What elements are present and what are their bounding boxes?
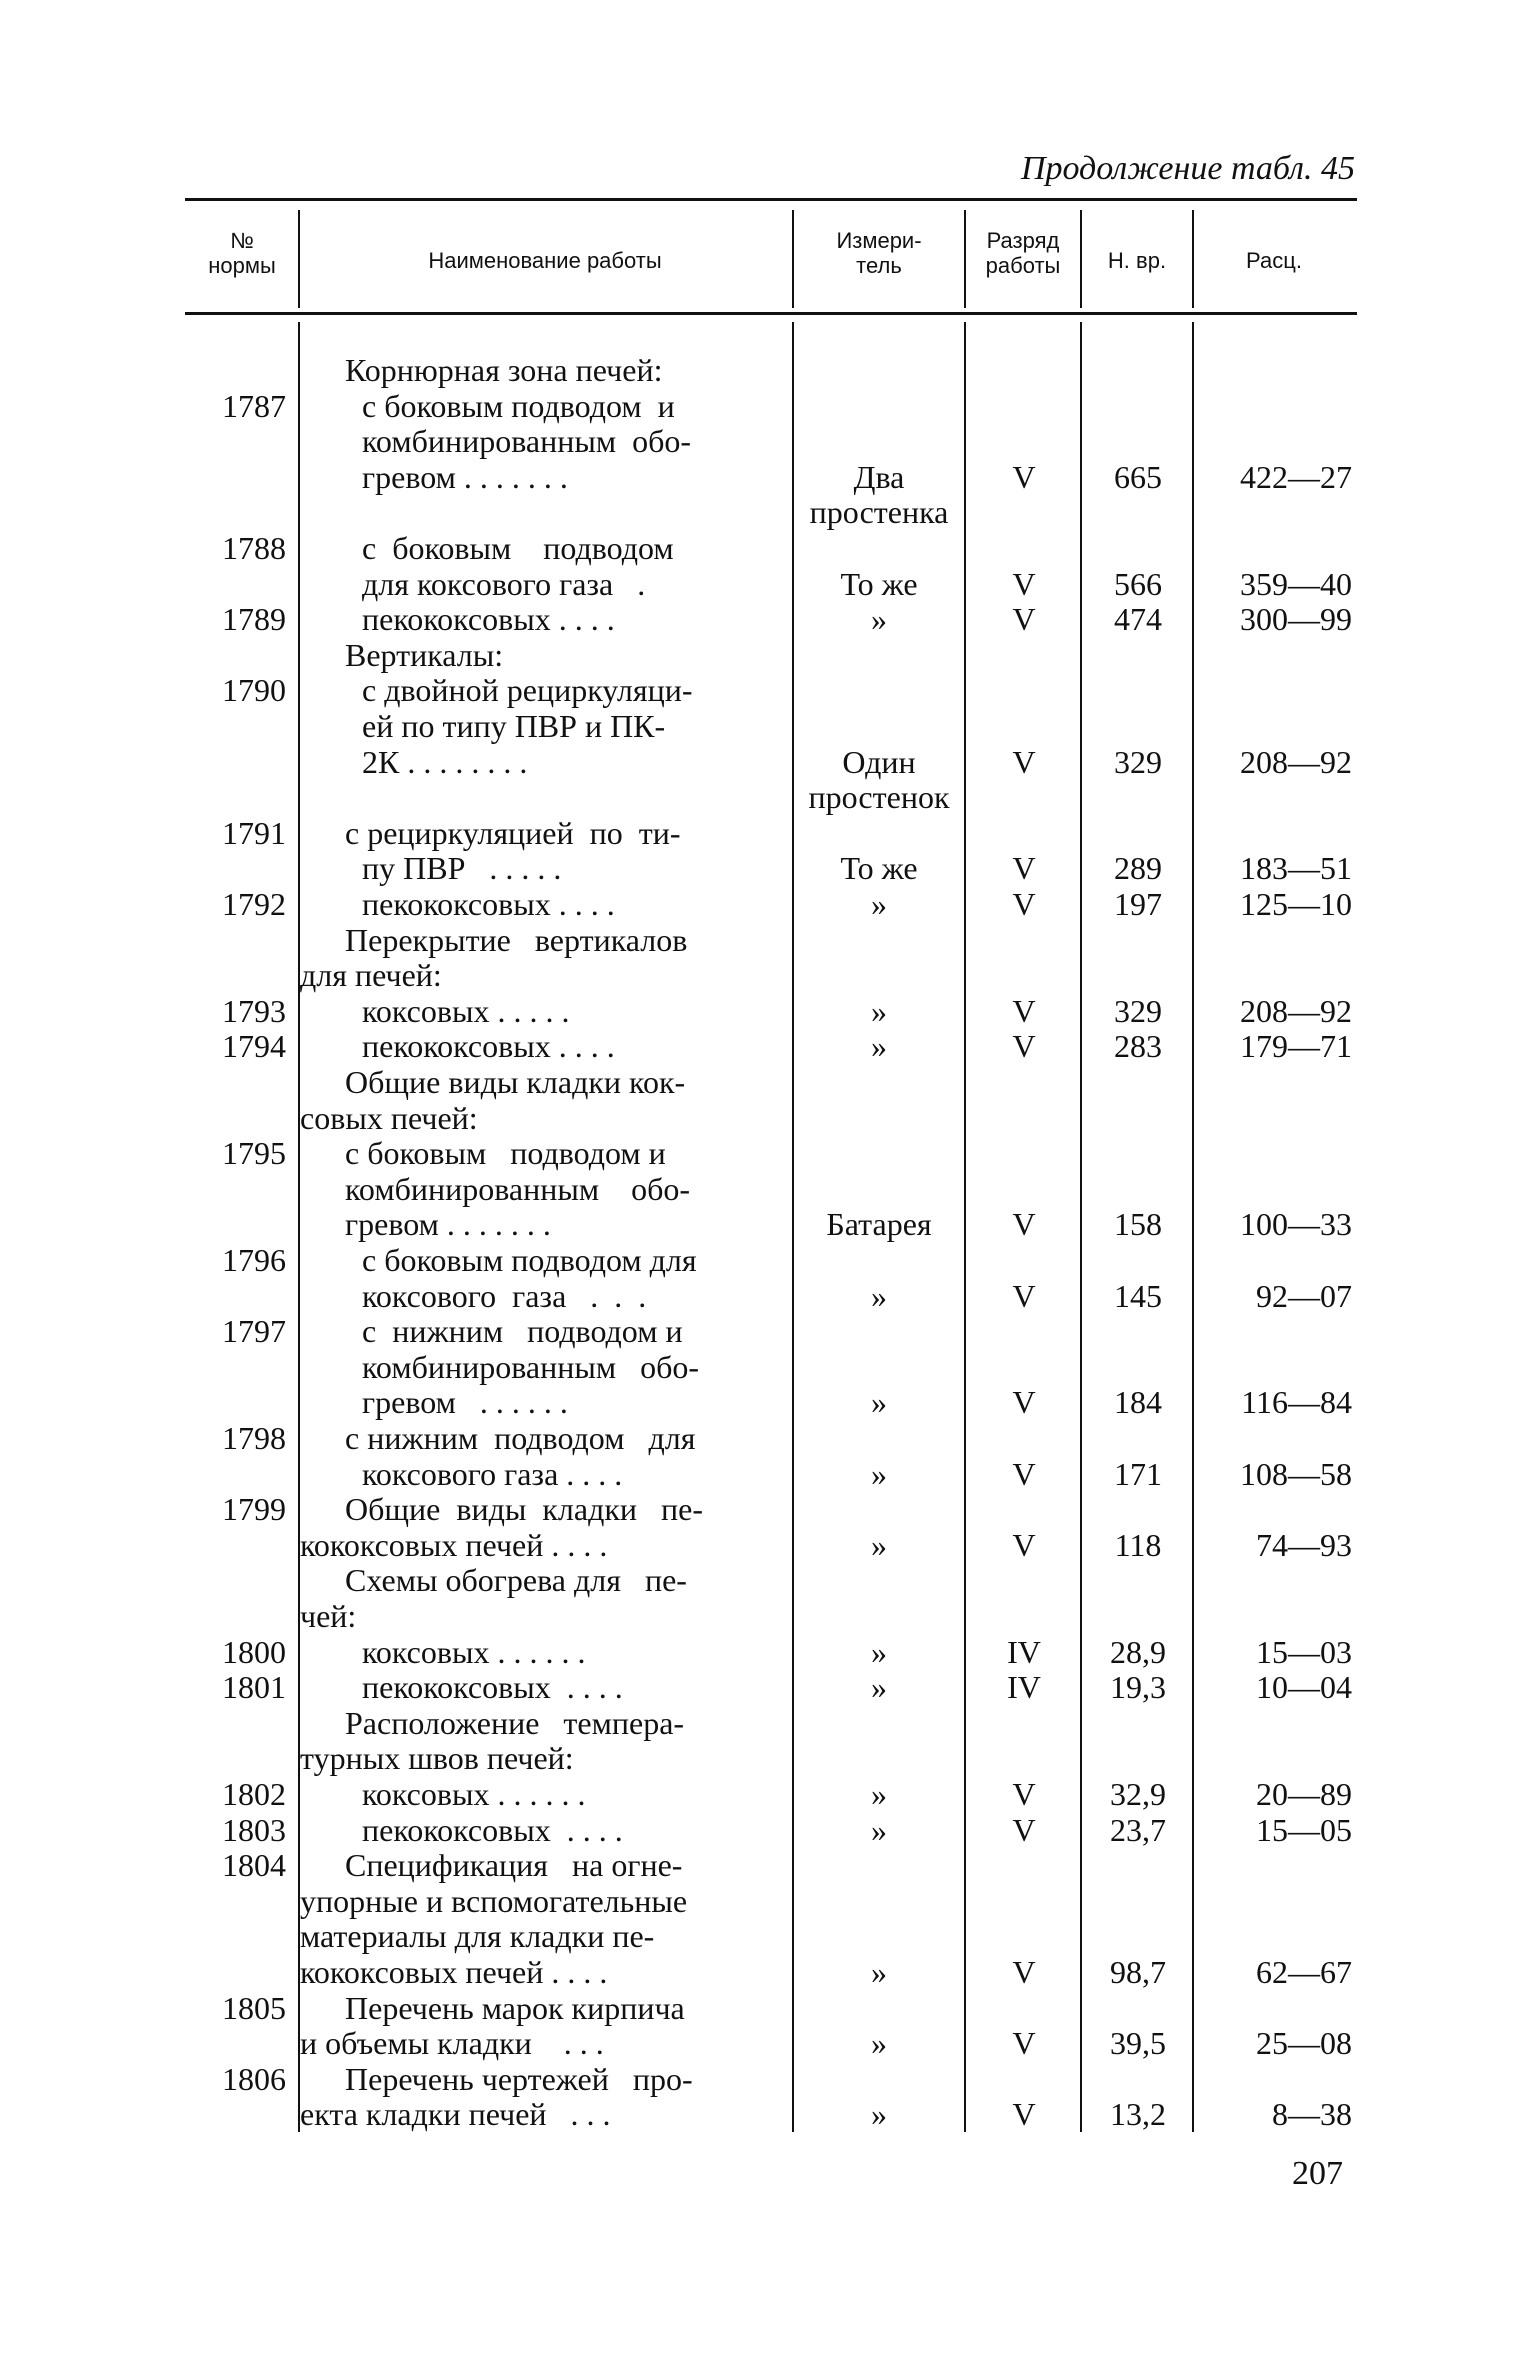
time-norm: 28,9 bbox=[1110, 1633, 1166, 1670]
work-grade: V bbox=[1012, 1526, 1036, 1563]
norm-number: 1788 bbox=[222, 530, 286, 566]
table-row bbox=[0, 2061, 1535, 2097]
rate-value: 183—51 bbox=[1240, 850, 1352, 887]
header-name: Наименование работы bbox=[428, 248, 662, 273]
table-row bbox=[0, 1028, 1535, 1064]
time-norm: 13,2 bbox=[1110, 2096, 1166, 2133]
work-name: пу ПВР . . . . . bbox=[362, 850, 562, 887]
table-row bbox=[0, 1705, 1535, 1741]
table-row bbox=[0, 566, 1535, 602]
work-name: комбинированным обо- bbox=[362, 423, 692, 460]
work-name: комбинированным обо- bbox=[345, 1170, 691, 1207]
unit-of-measure: » bbox=[871, 992, 887, 1029]
norm-number: 1787 bbox=[222, 387, 286, 424]
header-bottom-rule bbox=[185, 312, 1357, 315]
unit-of-measure: » bbox=[871, 1277, 887, 1314]
work-name: материалы для кладки пе- bbox=[300, 1918, 655, 1955]
work-name: коксовых . . . . . . bbox=[362, 1633, 586, 1670]
time-norm: 158 bbox=[1114, 1206, 1162, 1243]
norm-number: 1801 bbox=[222, 1669, 286, 1706]
rate-value: 74—93 bbox=[1256, 1526, 1352, 1563]
table-row bbox=[0, 922, 1535, 958]
rate-value: 422—27 bbox=[1240, 458, 1352, 495]
norm-number: 1802 bbox=[222, 1776, 286, 1812]
work-grade: V bbox=[1012, 1277, 1036, 1314]
table-row bbox=[0, 1420, 1535, 1456]
time-norm: 566 bbox=[1114, 565, 1162, 602]
unit-of-measure: » bbox=[871, 1669, 887, 1706]
work-name: пекококсовых . . . . bbox=[362, 1811, 623, 1848]
table-row bbox=[0, 459, 1535, 495]
table-row bbox=[0, 388, 1535, 424]
table-row bbox=[0, 1634, 1535, 1670]
header-unit bbox=[794, 228, 964, 278]
work-name: Схемы обогрева для пе- bbox=[345, 1562, 687, 1599]
work-name: для коксового газа . bbox=[362, 565, 646, 602]
rate-value: 100—33 bbox=[1240, 1206, 1352, 1243]
table-row bbox=[0, 2096, 1535, 2132]
unit-of-measure: » bbox=[871, 2025, 887, 2062]
table-row bbox=[0, 850, 1535, 886]
rate-value: 300—99 bbox=[1240, 601, 1352, 638]
norm-number: 1792 bbox=[222, 886, 286, 922]
work-name: упорные и вспомогательные bbox=[300, 1882, 688, 1919]
unit-of-measure: То же bbox=[840, 565, 918, 602]
rate-value: 15—05 bbox=[1256, 1811, 1352, 1848]
work-grade: V bbox=[1012, 565, 1036, 602]
table-row bbox=[0, 1562, 1535, 1598]
unit-of-measure: Один bbox=[842, 743, 916, 780]
work-grade: V bbox=[1012, 992, 1036, 1029]
work-name: Перекрытие вертикалов bbox=[345, 921, 688, 958]
unit-of-measure: Батарея bbox=[826, 1206, 932, 1243]
table-row bbox=[0, 1598, 1535, 1634]
norm-number: 1799 bbox=[222, 1491, 286, 1528]
work-name: комбинированным обо- bbox=[362, 1348, 700, 1385]
work-grade: V bbox=[1012, 2096, 1036, 2133]
table-row bbox=[0, 1278, 1535, 1314]
table-row bbox=[0, 1847, 1535, 1883]
time-norm: 32,9 bbox=[1110, 1776, 1166, 1812]
work-name: коксовых . . . . . . bbox=[362, 1776, 586, 1812]
header-num-line1: № bbox=[230, 228, 254, 253]
work-name: пекококсовых . . . . bbox=[362, 601, 615, 638]
work-name: с боковым подводом bbox=[362, 530, 674, 566]
work-name: Расположение темпера- bbox=[345, 1704, 685, 1741]
rate-value: 359—40 bbox=[1240, 565, 1352, 602]
work-name: с боковым подводом и bbox=[362, 387, 675, 424]
work-name: чей: bbox=[300, 1598, 357, 1634]
time-norm: 118 bbox=[1114, 1526, 1162, 1563]
unit-of-measure: » bbox=[871, 601, 887, 638]
table-row bbox=[0, 1740, 1535, 1776]
header-num-line2: нормы bbox=[208, 253, 276, 278]
work-name: Вертикалы: bbox=[345, 636, 504, 673]
rate-value: 8—38 bbox=[1272, 2096, 1352, 2133]
unit-of-measure: » bbox=[871, 1384, 887, 1421]
rate-value: 92—07 bbox=[1256, 1277, 1352, 1314]
rate-value: 125—10 bbox=[1240, 886, 1352, 922]
rate-value: 208—92 bbox=[1240, 992, 1352, 1029]
work-grade: V bbox=[1012, 743, 1036, 780]
work-grade: IV bbox=[1007, 1633, 1041, 1670]
unit-of-measure: » bbox=[871, 1633, 887, 1670]
table-caption: Продолжение табл. 45 bbox=[1020, 150, 1355, 187]
work-name: с рециркуляцией по ти- bbox=[345, 814, 681, 851]
time-norm: 329 bbox=[1114, 743, 1162, 780]
table-row bbox=[0, 1456, 1535, 1492]
work-grade: V bbox=[1012, 1028, 1036, 1065]
rate-value: 208—92 bbox=[1240, 743, 1352, 780]
norm-number: 1793 bbox=[222, 992, 286, 1029]
norm-number: 1797 bbox=[222, 1313, 286, 1350]
unit-of-measure: » bbox=[871, 1455, 887, 1492]
unit-of-measure: Два bbox=[853, 458, 905, 495]
time-norm: 197 bbox=[1114, 886, 1162, 922]
table-row bbox=[0, 1883, 1535, 1919]
header-rate: Расц. bbox=[1246, 248, 1302, 273]
time-norm: 184 bbox=[1114, 1384, 1162, 1421]
unit-of-measure: » bbox=[871, 2096, 887, 2133]
norm-number: 1796 bbox=[222, 1242, 286, 1278]
time-norm: 665 bbox=[1114, 458, 1162, 495]
header-top-rule bbox=[185, 198, 1357, 201]
work-name: коксовых . . . . . bbox=[362, 992, 570, 1029]
header-grade bbox=[966, 228, 1080, 278]
time-norm: 19,3 bbox=[1110, 1669, 1166, 1706]
rate-value: 15—03 bbox=[1256, 1633, 1352, 1670]
work-grade: IV bbox=[1007, 1669, 1041, 1706]
work-name: пекококсовых . . . . bbox=[362, 1669, 623, 1706]
work-name: с двойной рециркуляци- bbox=[362, 672, 693, 709]
time-norm: 289 bbox=[1114, 850, 1162, 887]
work-name: с боковым подводом для bbox=[362, 1242, 697, 1278]
rate-value: 116—84 bbox=[1241, 1384, 1352, 1421]
rate-value: 108—58 bbox=[1240, 1455, 1352, 1492]
table-row bbox=[0, 423, 1535, 459]
norm-number: 1805 bbox=[222, 1989, 286, 2026]
table-row bbox=[0, 1135, 1535, 1171]
work-name: гревом . . . . . . . bbox=[345, 1206, 551, 1243]
norm-number: 1800 bbox=[222, 1633, 286, 1670]
header-time: Н. вр. bbox=[1107, 248, 1167, 273]
work-name: пекококсовых . . . . bbox=[362, 1028, 615, 1065]
work-grade: V bbox=[1012, 2025, 1036, 2062]
work-name: коксового газа . . . . bbox=[362, 1455, 623, 1492]
table-row bbox=[0, 672, 1535, 708]
table-row bbox=[0, 1206, 1535, 1242]
work-grade: V bbox=[1012, 1954, 1036, 1990]
header-num bbox=[188, 228, 296, 278]
work-grade: V bbox=[1012, 601, 1036, 638]
table-row bbox=[0, 1349, 1535, 1385]
time-norm: 145 bbox=[1114, 1277, 1162, 1314]
norm-number: 1795 bbox=[222, 1135, 286, 1172]
unit-of-measure: » bbox=[871, 1028, 887, 1065]
work-name: совых печей: bbox=[300, 1099, 478, 1136]
rate-value: 25—08 bbox=[1256, 2025, 1352, 2062]
time-norm: 98,7 bbox=[1110, 1954, 1166, 1990]
time-norm: 283 bbox=[1114, 1028, 1162, 1065]
table-row bbox=[0, 1242, 1535, 1278]
table-row bbox=[0, 494, 1535, 530]
table-row bbox=[0, 1527, 1535, 1563]
work-name: ей по типу ПВР и ПК- bbox=[362, 708, 666, 744]
time-norm: 329 bbox=[1114, 992, 1162, 1029]
work-name: коксового газа . . . bbox=[362, 1277, 647, 1314]
work-name: кококсовых печей . . . . bbox=[300, 1954, 608, 1990]
table-row bbox=[0, 1313, 1535, 1349]
table-row bbox=[0, 1776, 1535, 1812]
table-row bbox=[0, 2025, 1535, 2061]
work-name: гревом . . . . . . bbox=[362, 1384, 568, 1421]
norm-number: 1803 bbox=[222, 1811, 286, 1848]
norm-number: 1806 bbox=[222, 2060, 286, 2097]
table-row bbox=[0, 1491, 1535, 1527]
work-name: кококсовых печей . . . . bbox=[300, 1526, 608, 1563]
table-row bbox=[0, 1954, 1535, 1990]
work-name: гревом . . . . . . . bbox=[362, 458, 568, 495]
page-number: 207 bbox=[1292, 2155, 1343, 2192]
table-row bbox=[0, 1064, 1535, 1100]
table-row bbox=[0, 815, 1535, 851]
table-row bbox=[0, 1990, 1535, 2026]
time-norm: 39,5 bbox=[1110, 2025, 1166, 2062]
rate-value: 179—71 bbox=[1240, 1028, 1352, 1065]
table-row bbox=[0, 708, 1535, 744]
table-row bbox=[0, 993, 1535, 1029]
work-grade: V bbox=[1012, 850, 1036, 887]
table-row bbox=[0, 1384, 1535, 1420]
unit-of-measure: » bbox=[871, 1776, 887, 1812]
work-grade: V bbox=[1012, 458, 1036, 495]
time-norm: 171 bbox=[1114, 1455, 1162, 1492]
work-name: Спецификация на огне- bbox=[345, 1847, 683, 1884]
unit-of-measure: простенка bbox=[809, 494, 949, 531]
work-name: для печей: bbox=[300, 957, 442, 994]
norm-number: 1790 bbox=[222, 672, 286, 709]
time-norm: 23,7 bbox=[1110, 1811, 1166, 1848]
header-unit-line1: Измери- bbox=[836, 228, 922, 253]
table-row bbox=[0, 1100, 1535, 1136]
work-name: 2К . . . . . . . . bbox=[362, 743, 528, 780]
rate-value: 20—89 bbox=[1256, 1776, 1352, 1812]
time-norm: 474 bbox=[1114, 601, 1162, 638]
table-row bbox=[0, 1669, 1535, 1705]
table-row bbox=[0, 886, 1535, 922]
rate-value: 62—67 bbox=[1256, 1954, 1352, 1990]
table-row bbox=[0, 744, 1535, 780]
unit-of-measure: » bbox=[871, 1526, 887, 1563]
table-row bbox=[0, 530, 1535, 566]
header-grade-line2: работы bbox=[985, 253, 1061, 278]
work-grade: V bbox=[1012, 1206, 1036, 1243]
norm-number: 1791 bbox=[222, 814, 286, 851]
work-name: Общие виды кладки пе- bbox=[345, 1491, 704, 1528]
unit-of-measure: » bbox=[871, 886, 887, 922]
table-row bbox=[0, 957, 1535, 993]
work-name: турных швов печей: bbox=[300, 1740, 574, 1777]
unit-of-measure: простенок bbox=[808, 779, 950, 816]
table-row bbox=[0, 1812, 1535, 1848]
work-grade: V bbox=[1012, 886, 1036, 922]
norm-number: 1789 bbox=[222, 601, 286, 638]
table-row bbox=[0, 1918, 1535, 1954]
work-grade: V bbox=[1012, 1384, 1036, 1421]
norm-number: 1798 bbox=[222, 1420, 286, 1456]
work-name: пекококсовых . . . . bbox=[362, 886, 615, 922]
table-row bbox=[0, 637, 1535, 673]
unit-of-measure: » bbox=[871, 1811, 887, 1848]
work-name: с нижним подводом и bbox=[362, 1313, 683, 1350]
work-grade: V bbox=[1012, 1776, 1036, 1812]
work-grade: V bbox=[1012, 1811, 1036, 1848]
table-row bbox=[0, 601, 1535, 637]
work-name: с нижним подводом для bbox=[345, 1420, 696, 1456]
work-name: с боковым подводом и bbox=[345, 1135, 666, 1172]
table-row bbox=[0, 352, 1535, 388]
rate-value: 10—04 bbox=[1256, 1669, 1352, 1706]
table-row bbox=[0, 1171, 1535, 1207]
work-grade: V bbox=[1012, 1455, 1036, 1492]
norm-number: 1794 bbox=[222, 1028, 286, 1065]
work-name: и объемы кладки . . . bbox=[300, 2025, 604, 2062]
work-name: Корнюрная зона печей: bbox=[345, 352, 663, 388]
unit-of-measure: » bbox=[871, 1954, 887, 1990]
work-name: Перечень чертежей про- bbox=[345, 2060, 693, 2097]
work-name: екта кладки печей . . . bbox=[300, 2096, 611, 2133]
header-unit-line2: тель bbox=[856, 253, 902, 278]
unit-of-measure: То же bbox=[840, 850, 918, 887]
work-name: Перечень марок кирпича bbox=[345, 1989, 685, 2026]
norm-number: 1804 bbox=[222, 1847, 286, 1884]
work-name: Общие виды кладки кок- bbox=[345, 1064, 686, 1100]
table-row bbox=[0, 779, 1535, 815]
header-grade-line1: Разряд bbox=[986, 228, 1060, 253]
